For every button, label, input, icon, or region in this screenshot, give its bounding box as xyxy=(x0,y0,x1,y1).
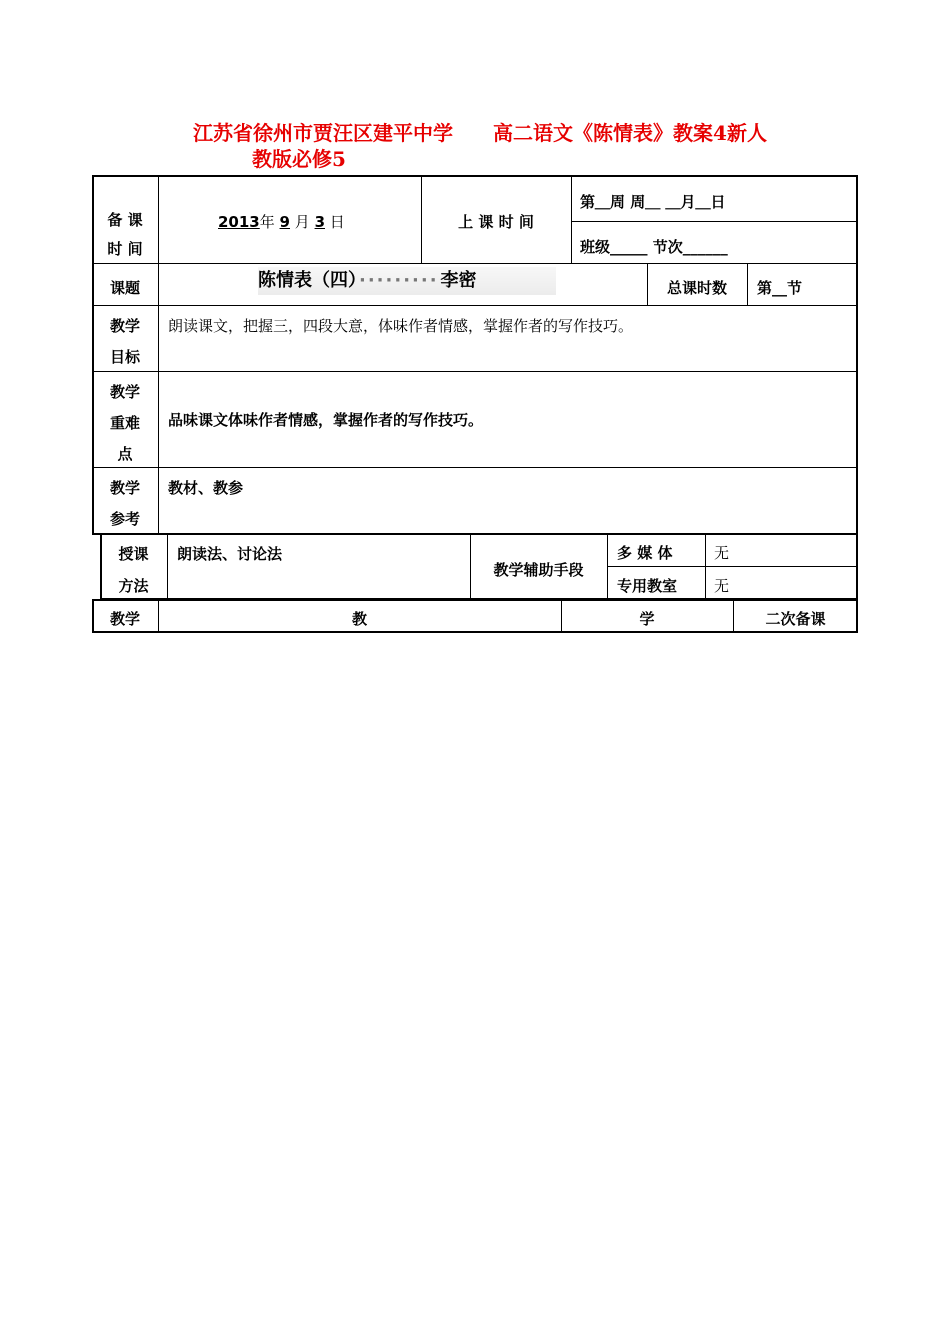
class-time-label: 上 课 时 间 xyxy=(458,213,534,231)
total-hours-label: 总课时数 xyxy=(666,279,727,297)
multimedia-value: 无 xyxy=(714,544,730,562)
aux-means-label: 教学辅助手段 xyxy=(493,561,584,579)
method-label-b: 方法 xyxy=(118,577,149,595)
section-number: 第__节 xyxy=(757,279,803,297)
goal-label-b: 目标 xyxy=(109,348,140,366)
key-points: 品味课文体味作者情感，掌握作者的写作技巧。 xyxy=(168,411,484,429)
second-prep-header: 二次备课 xyxy=(765,610,826,628)
document-title xyxy=(120,120,840,172)
prep-time-label-b: 时 间 xyxy=(107,240,143,258)
classroom-value: 无 xyxy=(714,577,730,595)
key-points-label-c: 点 xyxy=(117,445,133,463)
teaching-reference: 教材、教参 xyxy=(168,479,244,497)
reference-label-a: 教学 xyxy=(109,479,140,497)
multimedia-label: 多 媒 体 xyxy=(617,544,673,562)
teach-header: 教 xyxy=(351,610,367,628)
title-subject: 高二语文《陈情表》教案4新人 xyxy=(493,121,767,145)
title-school: 江苏省徐州市贾汪区建平中学 xyxy=(193,121,454,145)
method-label-a: 授课 xyxy=(118,545,149,563)
key-points-label-b: 重难 xyxy=(109,414,140,432)
topic-label: 课题 xyxy=(109,279,140,297)
title-edition: 教版必修5 xyxy=(252,147,346,171)
process-label: 教学 xyxy=(109,610,140,628)
class-period-line: 班级_____ 节次______ xyxy=(580,238,728,256)
classroom-label: 专用教室 xyxy=(617,577,678,595)
prep-date: 2013年 9 月 3 日 xyxy=(218,213,345,231)
reference-label-b: 参考 xyxy=(109,510,140,528)
key-points-label-a: 教学 xyxy=(109,383,140,401)
prep-time-label-a: 备 课 xyxy=(107,211,143,229)
teaching-method: 朗读法、讨论法 xyxy=(177,545,283,563)
goal-label-a: 教学 xyxy=(109,317,140,335)
teaching-goal: 朗读课文，把握三，四段大意，体味作者情感，掌握作者的写作技巧。 xyxy=(168,317,634,335)
topic-title: 陈情表（四） ········· 李密 xyxy=(258,267,556,295)
learn-header: 学 xyxy=(639,610,655,628)
week-date-line: 第＿周 周＿ ＿月＿日 xyxy=(580,193,726,211)
